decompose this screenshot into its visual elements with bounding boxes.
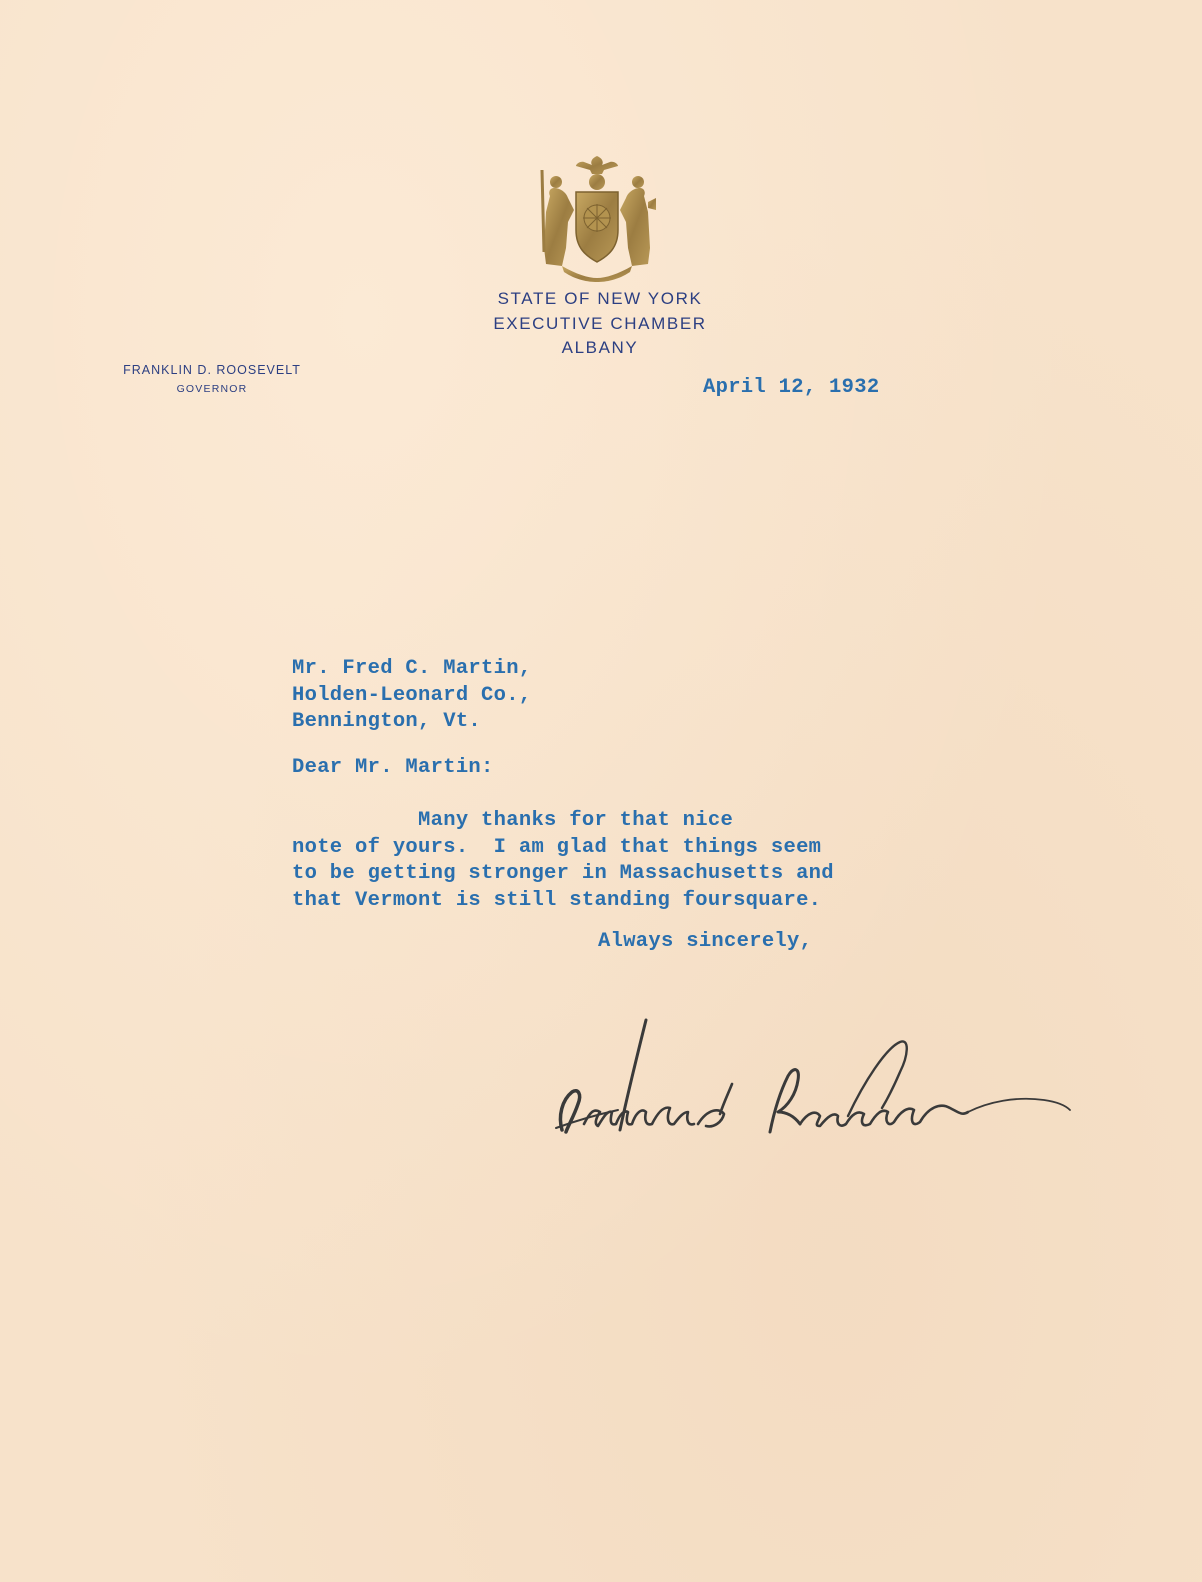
body-line: to be getting stronger in Massachusetts and xyxy=(292,862,834,885)
new-york-state-seal-icon xyxy=(532,152,662,282)
recipient-city: Bennington, Vt. xyxy=(292,710,482,733)
closing: Always sincerely, xyxy=(598,930,813,953)
letter-date: April 12, 1932 xyxy=(703,376,880,399)
recipient-company: Holden-Leonard Co., xyxy=(292,683,532,707)
body-line: that Vermont is still standing foursquare. xyxy=(292,888,822,912)
letterhead xyxy=(420,287,780,361)
sender-title: GOVERNOR xyxy=(176,383,248,395)
body-line: note of yours. I am glad that things seem xyxy=(292,835,822,859)
sender-block xyxy=(86,362,338,400)
recipient-name: Mr. Fred C. Martin, xyxy=(292,657,532,680)
handwritten-signature xyxy=(548,1012,1088,1172)
body-line: Many thanks for that nice xyxy=(292,809,734,832)
recipient-address xyxy=(292,656,531,736)
salutation: Dear Mr. Martin: xyxy=(292,756,494,779)
letter-body xyxy=(292,808,834,914)
letterhead-state: STATE OF NEW YORK xyxy=(497,289,703,308)
letterhead-city: ALBANY xyxy=(561,338,639,357)
sender-name: FRANKLIN D. ROOSEVELT xyxy=(123,363,301,377)
letterhead-chamber: EXECUTIVE CHAMBER xyxy=(493,313,707,333)
